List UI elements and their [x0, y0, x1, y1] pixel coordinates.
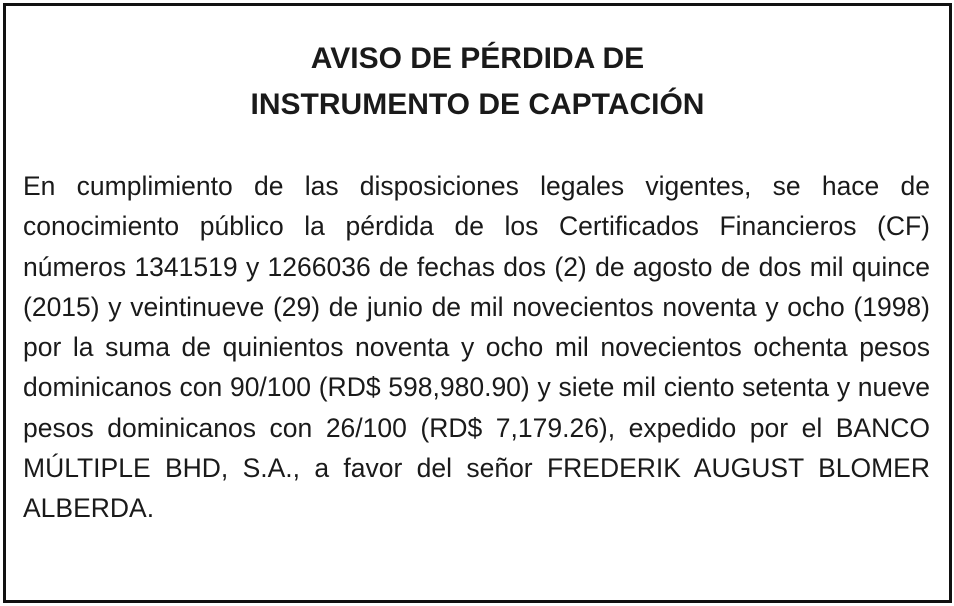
notice-title-line-2: INSTRUMENTO DE CAPTACIÓN	[250, 88, 705, 121]
notice-title-line-1: AVISO DE PÉRDIDA DE	[310, 42, 645, 75]
notice-body: En cumplimiento de las disposiciones legales vigentes, se hace de conocimiento público la pérdida de los Certificados Financieros (CF) números 1341519 y 1266036 de fechas dos (2) de agosto de dos mil quince (2015) y veintinueve (29) de junio de mil novecientos noventa y ocho (1998) por la suma de quinientos noventa y ocho mil novecientos ochenta pesos dominicanos con 90/100 (RD$ 598,980.90) y siete mil ciento setenta y nueve pesos dominicanos con 26/100 (RD$ 7,179.26), expedido por el BANCO MÚLTIPLE BHD, S.A., a favor del señor FREDERIK AUGUST BLOMER ALBERDA.	[23, 171, 930, 524]
notice-title	[6, 36, 949, 128]
notice-frame	[3, 3, 952, 603]
